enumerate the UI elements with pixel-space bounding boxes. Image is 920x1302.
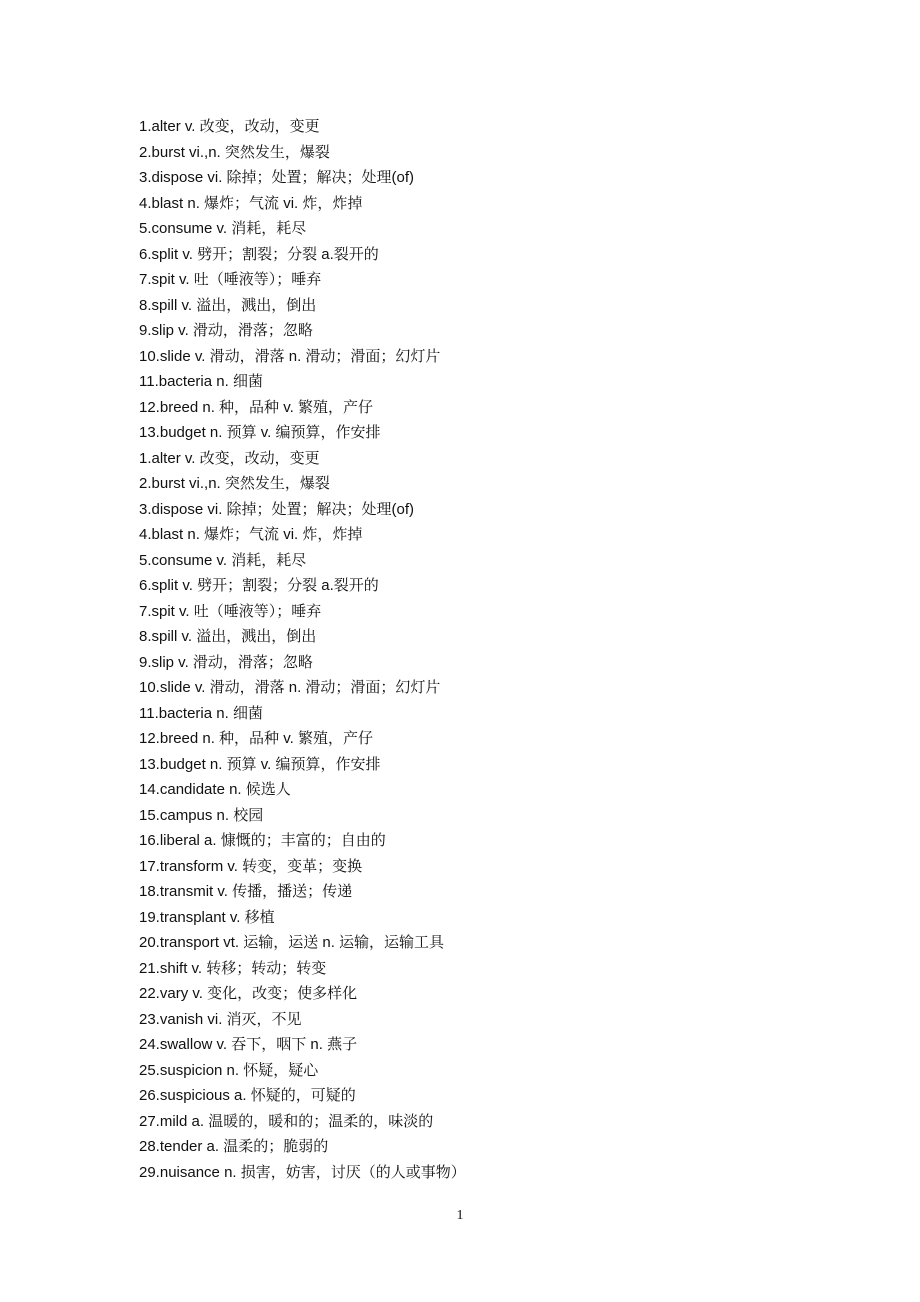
vocabulary-entry: 5.consume v. 消耗，耗尽: [139, 220, 307, 237]
vocabulary-entry: 23.vanish vi. 消灭，不见: [139, 1010, 302, 1028]
vocabulary-entry: 8.spill v. 溢出，溅出，倒出: [139, 296, 317, 314]
vocabulary-entry: 26.suspicious a. 怀疑的，可疑的: [139, 1087, 356, 1104]
vocabulary-entry: 17.transform v. 转变，变革；变换: [139, 857, 363, 875]
vocabulary-entry: 12.breed n. 种，品种 v. 繁殖，产仔: [139, 730, 373, 747]
vocabulary-entry: 19.transplant v. 移植: [139, 908, 275, 926]
vocabulary-entry: 4.blast n. 爆炸；气流 vi. 炸，炸掉: [139, 526, 363, 543]
vocabulary-entry: 21.shift v. 转移；转动；转变: [139, 959, 327, 977]
vocabulary-entry: 20.transport vt. 运输，运送 n. 运输，运输工具: [139, 934, 445, 951]
vocabulary-entry: 6.split v. 劈开；割裂；分裂 a.裂开的: [139, 245, 379, 263]
vocabulary-entry: 12.breed n. 种，品种 v. 繁殖，产仔: [139, 398, 373, 416]
vocabulary-entry: 10.slide v. 滑动，滑落 n. 滑动；滑面；幻灯片: [139, 679, 441, 696]
vocabulary-entry: 7.spit v. 吐（唾液等）；唾弃: [139, 271, 322, 288]
vocabulary-entry: 24.swallow v. 吞下，咽下 n. 燕子: [139, 1036, 358, 1053]
vocabulary-entry: 8.spill v. 溢出，溅出，倒出: [139, 628, 317, 645]
vocabulary-entry: 25.suspicion n. 怀疑，疑心: [139, 1061, 319, 1079]
vocabulary-entry: 11.bacteria n. 细菌: [139, 704, 263, 722]
vocabulary-entry: 29.nuisance n. 损害，妨害，讨厌（的人或事物）: [139, 1163, 466, 1181]
vocabulary-entry: 6.split v. 劈开；割裂；分裂 a.裂开的: [139, 577, 379, 594]
vocabulary-entry: 3.dispose vi. 除掉；处置；解决；处理(of): [139, 500, 415, 518]
vocabulary-entry: 2.burst vi.,n. 突然发生，爆裂: [139, 475, 330, 492]
vocabulary-entry: 9.slip v. 滑动，滑落；忽略: [139, 653, 313, 671]
vocabulary-entry: 13.budget n. 预算 v. 编预算，作安排: [139, 424, 381, 441]
vocabulary-entry: 2.burst vi.,n. 突然发生，爆裂: [139, 143, 330, 161]
vocabulary-entry: 1.alter v. 改变，改动，变更: [139, 449, 320, 467]
vocabulary-entry: 5.consume v. 消耗，耗尽: [139, 551, 307, 569]
page-number: 1: [456, 1208, 464, 1223]
vocabulary-list: [139, 114, 466, 1185]
vocabulary-entry: 9.slip v. 滑动，滑落；忽略: [139, 322, 313, 339]
vocabulary-entry: 18.transmit v. 传播，播送；传递: [139, 883, 353, 900]
vocabulary-entry: 4.blast n. 爆炸；气流 vi. 炸，炸掉: [139, 194, 363, 212]
vocabulary-entry: 15.campus n. 校园: [139, 806, 264, 824]
vocabulary-entry: 10.slide v. 滑动，滑落 n. 滑动；滑面；幻灯片: [139, 347, 441, 365]
vocabulary-entry: 28.tender a. 温柔的；脆弱的: [139, 1138, 329, 1155]
vocabulary-entry: 14.candidate n. 候选人: [139, 781, 291, 798]
vocabulary-entry: 1.alter v. 改变，改动，变更: [139, 118, 320, 135]
vocabulary-entry: 22.vary v. 变化，改变；使多样化: [139, 985, 358, 1002]
vocabulary-entry: 3.dispose vi. 除掉；处置；解决；处理(of): [139, 169, 415, 186]
vocabulary-entry: 13.budget n. 预算 v. 编预算，作安排: [139, 755, 381, 773]
vocabulary-entry: 27.mild a. 温暖的，暖和的；温柔的，味淡的: [139, 1112, 434, 1130]
vocabulary-entry: 7.spit v. 吐（唾液等）；唾弃: [139, 602, 322, 620]
vocabulary-entry: 16.liberal a. 慷慨的；丰富的；自由的: [139, 832, 386, 849]
vocabulary-entry: 11.bacteria n. 细菌: [139, 373, 263, 390]
